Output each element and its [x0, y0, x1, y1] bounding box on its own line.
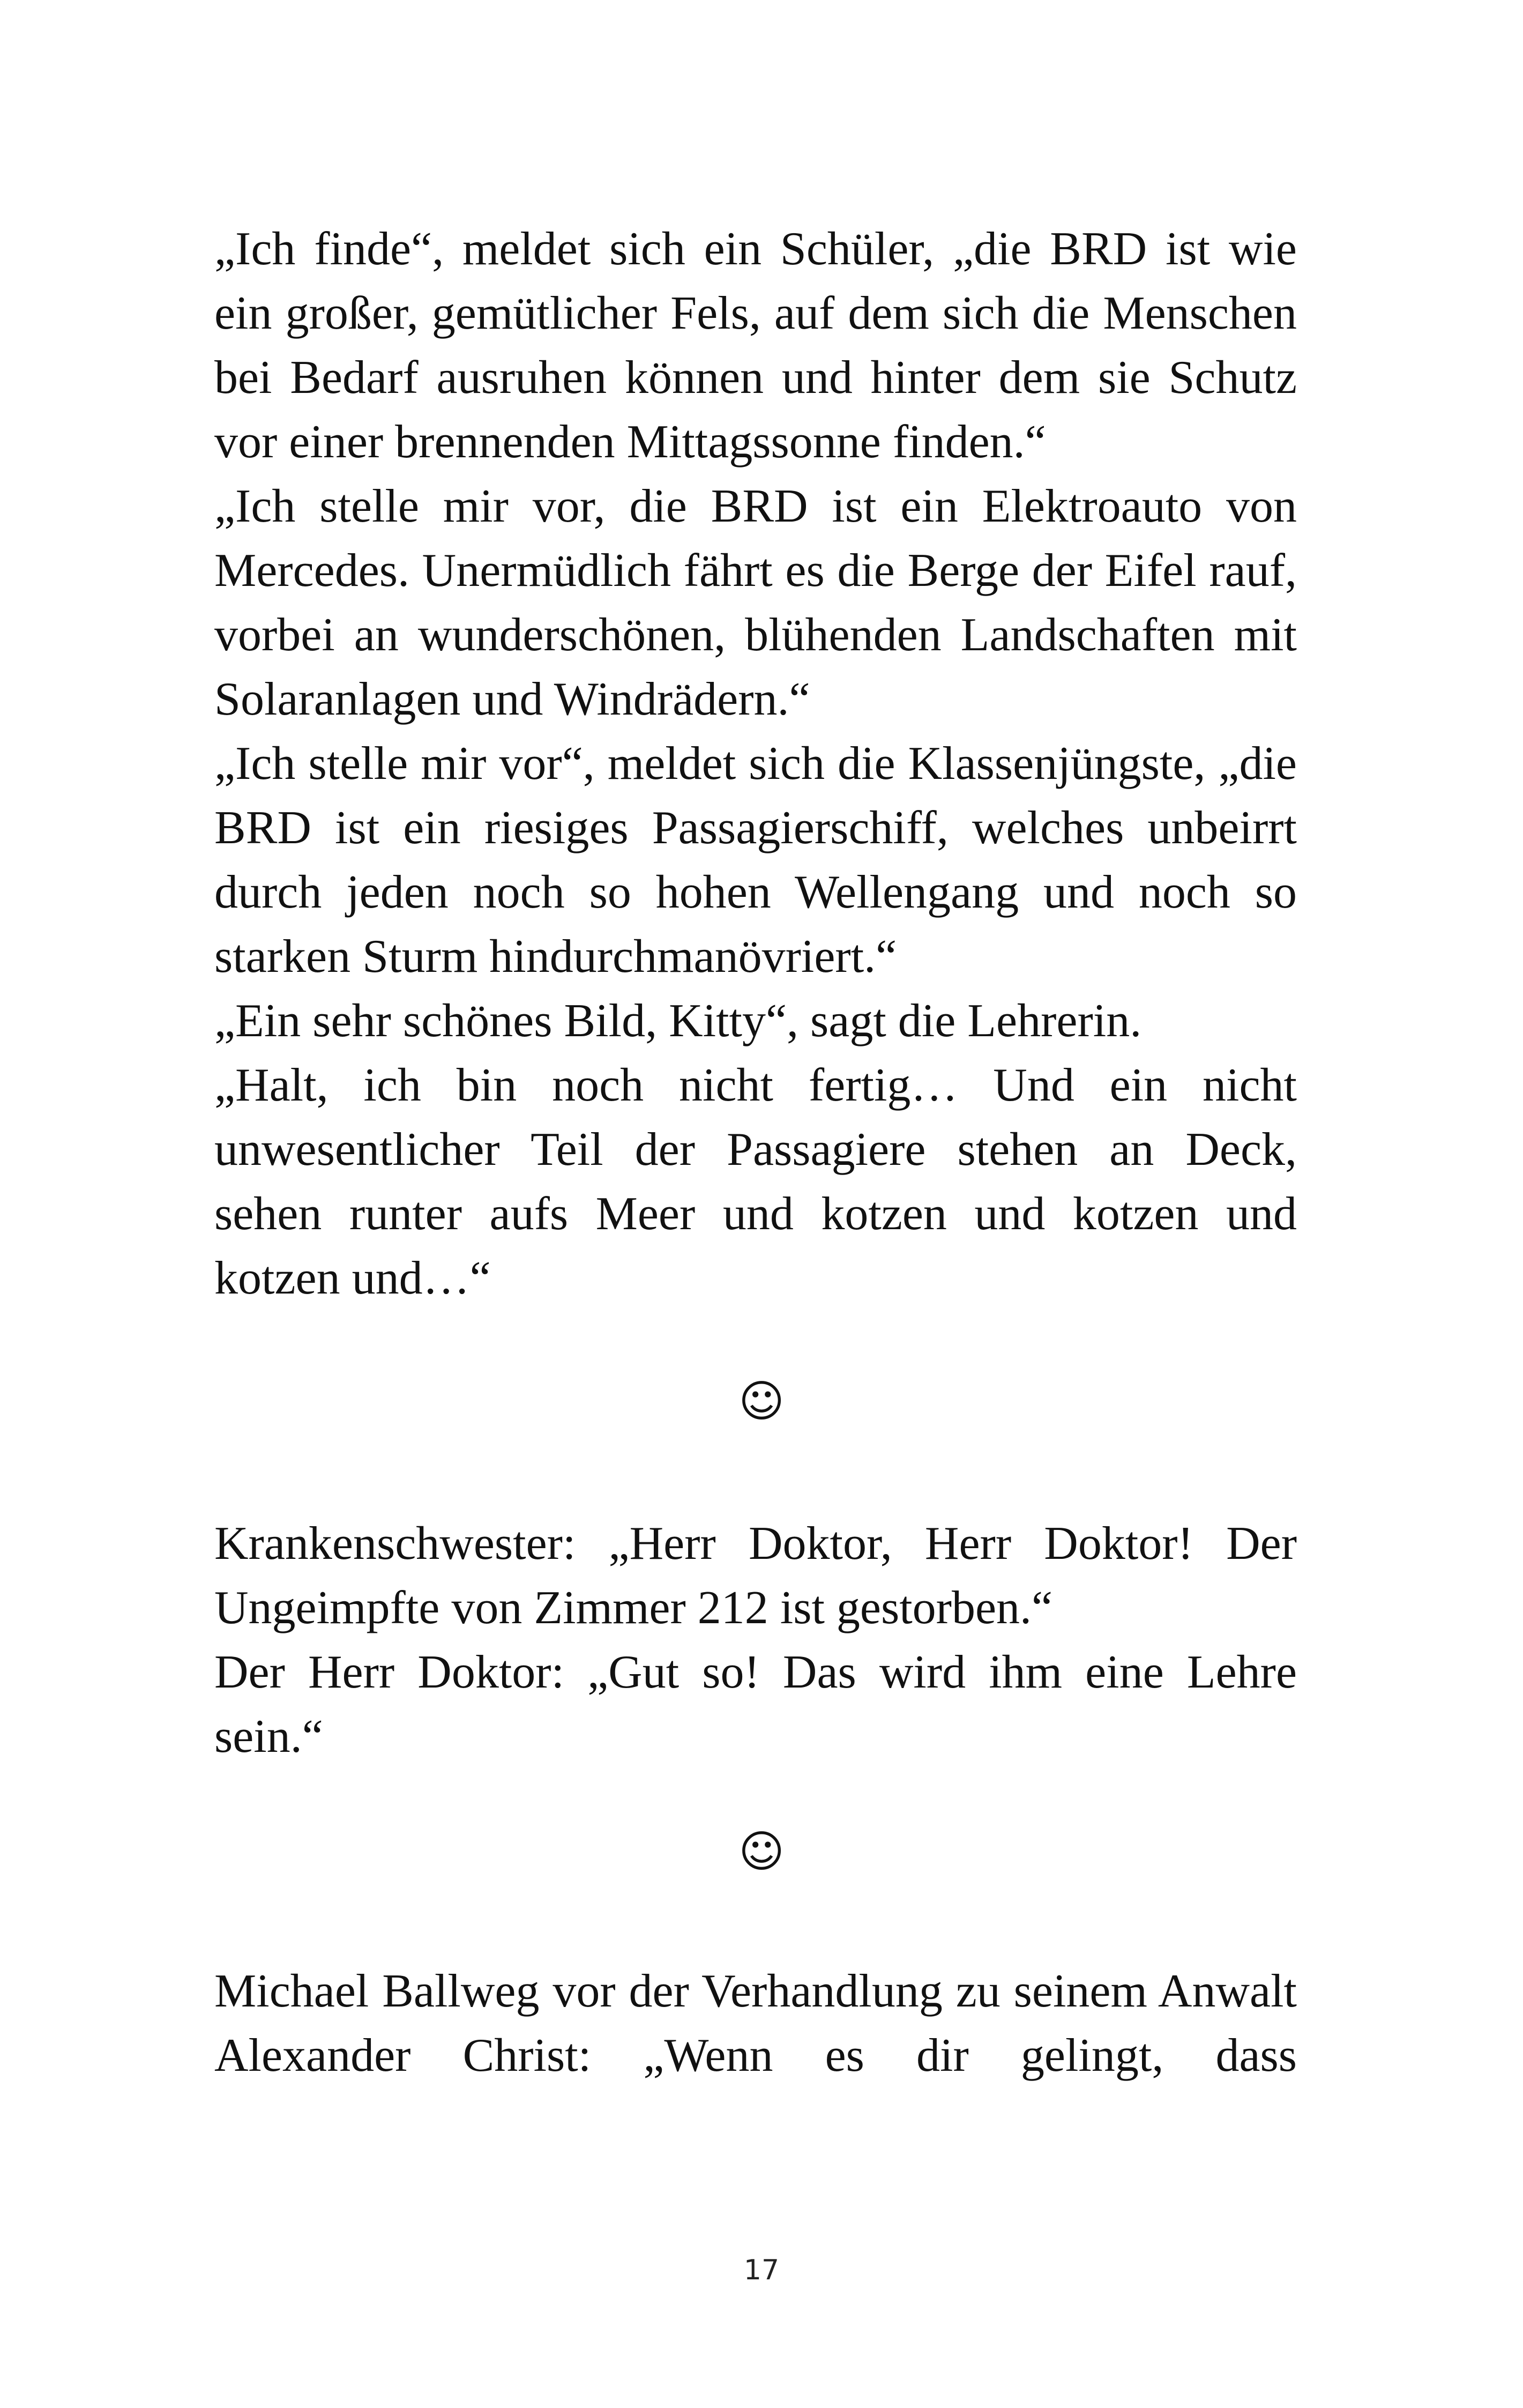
smiley-separator-icon: ☺	[738, 1826, 785, 1877]
section-ballweg-joke	[214, 1959, 1297, 2088]
page-number: 17	[743, 2254, 780, 2286]
paragraph: Krankenschwester: „Herr Doktor, Herr Doktor! Der Ungeimpfte von Zimmer 212 ist gestorben.“	[214, 1518, 1297, 1634]
paragraph: „Halt, ich bin noch nicht fertig… Und ein nicht unwesentlicher Teil der Passagiere stehen an Deck, sehen runter aufs Meer und kotzen und kotzen und kotzen und…“	[214, 1059, 1297, 1304]
section-hospital-joke	[214, 1512, 1297, 1769]
paragraph: „Ich stelle mir vor, die BRD ist ein Elektroauto von Mercedes. Unermüdlich fährt es die Berge der Eifel rauf, vorbei an wunderschönen, blühenden Landschaften mit Solaranlagen und Windrädern.“	[214, 480, 1297, 725]
paragraph: „Ein sehr schönes Bild, Kitty“, sagt die Lehrerin.	[214, 995, 1142, 1047]
smiley-separator-icon: ☺	[738, 1376, 785, 1427]
paragraph: „Ich finde“, meldet sich ein Schüler, „die BRD ist wie ein großer, gemütlicher Fels, auf dem sich die Menschen bei Bedarf ausruhen können und hinter dem sie Schutz vor einer brennenden Mittagssonne finden.“	[214, 223, 1297, 468]
section-classroom-dialogue	[214, 217, 1297, 1311]
paragraph: „Ich stelle mir vor“, meldet sich die Klassenjüngste, „die BRD ist ein riesiges Passagierschiff, welches unbeirrt durch jeden noch so hohen Wellengang und noch so starken Sturm hindurchmanövriert.“	[214, 738, 1297, 983]
paragraph: Michael Ballweg vor der Verhandlung zu seinem Anwalt Alexander Christ: „Wenn es dir gelingt, dass	[214, 1965, 1297, 2082]
paragraph: Der Herr Doktor: „Gut so! Das wird ihm eine Lehre sein.“	[214, 1646, 1297, 1763]
